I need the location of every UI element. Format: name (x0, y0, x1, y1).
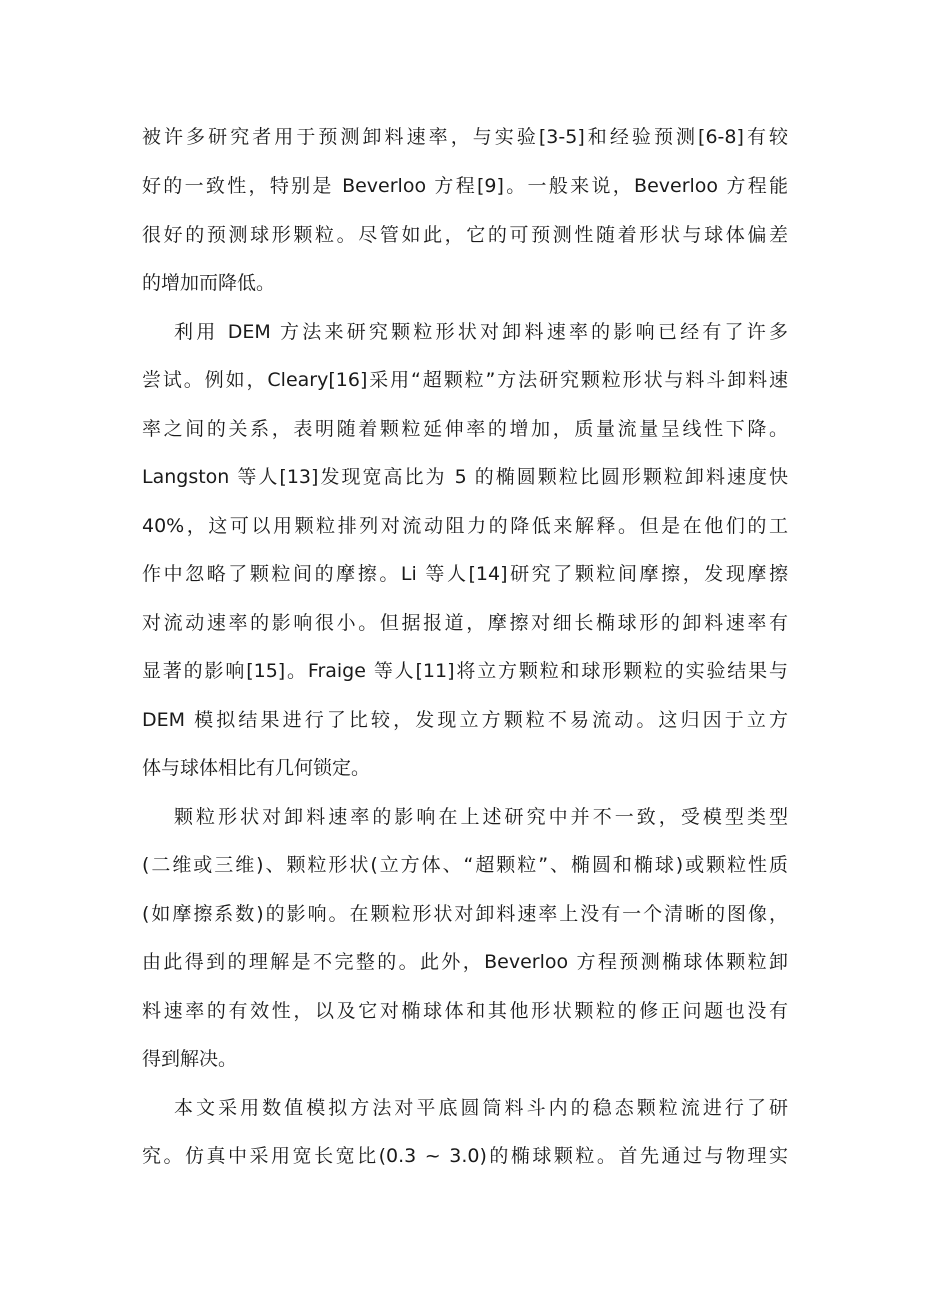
paragraph-1-line-1: 被许多研究者用于预测卸料速率，与实验[3-5]和经验预测[6-8]有较 (142, 126, 788, 148)
paragraph-3-line-3: (如摩擦系数)的影响。在颗粒形状对卸料速率上没有一个清晰的图像， (142, 903, 788, 925)
paragraph-3-line-6: 得到解决。 (142, 1048, 238, 1070)
paragraph-2-line-2: 尝试。例如，Cleary[16]采用“超颗粒”方法研究颗粒形状与料斗卸料速 (142, 369, 788, 391)
paragraph-3-line-4: 由此得到的理解是不完整的。此外，Beverloo 方程预测椭球体颗粒卸 (142, 951, 788, 973)
paragraph-1-line-3: 很好的预测球形颗粒。尽管如此，它的可预测性随着形状与球体偏差 (142, 224, 788, 246)
paragraph-2-line-4: Langston 等人[13]发现宽高比为 5 的椭圆颗粒比圆形颗粒卸料速度快 (142, 466, 788, 488)
paragraph-1-line-4: 的增加而降低。 (142, 272, 276, 294)
paragraph-2-line-3: 率之间的关系，表明随着颗粒延伸率的增加，质量流量呈线性下降。 (142, 418, 788, 440)
paragraph-3-line-1: 颗粒形状对卸料速率的影响在上述研究中并不一致，受模型类型 (174, 806, 788, 828)
paragraph-3-line-5: 料速率的有效性，以及它对椭球体和其他形状颗粒的修正问题也没有 (142, 1000, 788, 1022)
paragraph-2-line-5: 40%，这可以用颗粒排列对流动阻力的降低来解释。但是在他们的工 (142, 515, 788, 537)
paragraph-1-line-2: 好的一致性，特别是 Beverloo 方程[9]。一般来说，Beverloo 方程能 (142, 175, 788, 197)
paragraph-4-line-1: 本文采用数值模拟方法对平底圆筒料斗内的稳态颗粒流进行了研 (174, 1097, 788, 1119)
paragraph-2-line-10: 体与球体相比有几何锁定。 (142, 757, 371, 779)
paragraph-2-line-6: 作中忽略了颗粒间的摩擦。Li 等人[14]研究了颗粒间摩擦，发现摩擦 (142, 563, 788, 585)
paragraph-2-line-1: 利用 DEM 方法来研究颗粒形状对卸料速率的影响已经有了许多 (174, 321, 788, 343)
paragraph-2-line-9: DEM 模拟结果进行了比较，发现立方颗粒不易流动。这归因于立方 (142, 709, 788, 731)
paragraph-4-line-2: 究。仿真中采用宽长宽比(0.3 ~ 3.0)的椭球颗粒。首先通过与物理实 (142, 1145, 788, 1167)
paragraph-3-line-2: (二维或三维)、颗粒形状(立方体、“超颗粒”、椭圆和椭球)或颗粒性质 (142, 854, 788, 876)
paragraph-2-line-8: 显著的影响[15]。Fraige 等人[11]将立方颗粒和球形颗粒的实验结果与 (142, 660, 788, 682)
paragraph-2-line-7: 对流动速率的影响很小。但据报道，摩擦对细长椭球形的卸料速率有 (142, 612, 788, 634)
